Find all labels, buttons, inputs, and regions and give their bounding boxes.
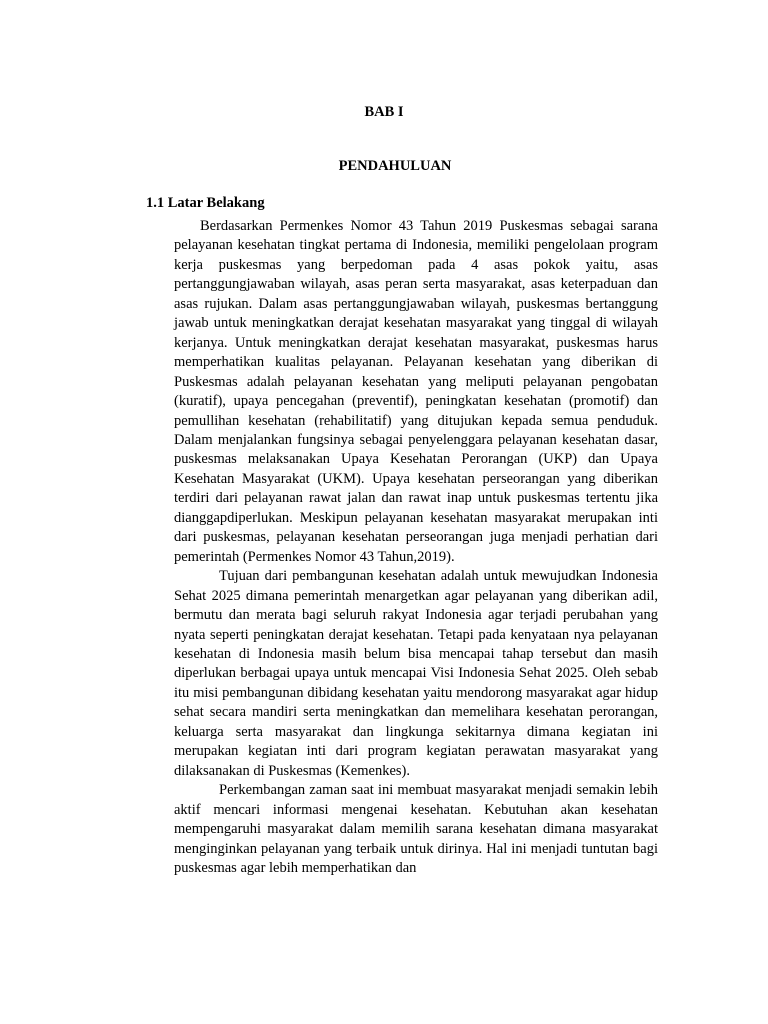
paragraph: Berdasarkan Permenkes Nomor 43 Tahun 2019 Puskesmas sebagai sarana pelayanan kesehatan tingkat pertama di Indonesia, memiliki pengelolaan program kerja puskesmas yang berpedoman pada 4 asas pokok yaitu, asas pertanggungjawaban wilayah, asas peran serta masyarakat, asas keterpaduan dan asas rujukan. Dalam asas pertanggungjawaban wilayah, puskesmas bertanggung jawab untuk meningkatkan derajat kesehatan masyarakat yang tinggal di wilayah kerjanya. Untuk meningkatkan derajat kesehatan masyarakat, puskesmas harus memperhatikan kualitas pelayanan. Pelayanan kesehatan yang diberikan di Puskesmas adalah pelayanan kesehatan yang meliputi pelayanan pengobatan (kuratif), upaya pencegahan (preventif), peningkatan kesehatan (promotif) dan pemullihan kesehatan (rehabilitatif) yang ditujukan kepada semua penduduk. Dalam menjalankan fungsinya sebagai penyelenggara pelayanan kesehatan dasar, puskesmas melaksanakan Upaya Kesehatan Perorangan (UKP) dan Upaya Kesehatan Masyarakat (UKM). Upaya kesehatan perseorangan yang diberikan terdiri dari pelayanan rawat jalan dan rawat inap untuk puskesmas tertentu jika dianggapdiperlukan. Meskipun pelayanan kesehatan masyarakat merupakan inti dari puskesmas, pelayanan kesehatan perseorangan juga menjadi perhatian dari pemerintah (Permenkes Nomor 43 Tahun,2019). <box>174 218 658 565</box>
chapter-number: BAB I <box>364 104 404 120</box>
paragraph: Tujuan dari pembangunan kesehatan adalah untuk mewujudkan Indonesia Sehat 2025 dimana pemerintah menargetkan agar pelayanan yang diberikan adil, bermutu dan merata bagi seluruh rakyat Indonesia agar terjadi perubahan yang nyata seperti peningkatan derajat kesehatan. Tetapi pada kenyataan nya pelayanan kesehatan di Indonesia masih belum bisa mencapai tahap tersebut dan masih diperlukan berbagai upaya untuk mencapai Visi Indonesia Sehat 2025. Oleh sebab itu misi pembangunan dibidang kesehatan yaitu mendorong masyarakat agar hidup sehat secara mandiri serta meningkatkan dan memelihara kesehatan perorangan, keluarga serta masyarakat dan lingkunga sekitarnya dimana kegiatan ini merupakan kegiatan inti dari program kegiatan perawatan masyarakat yang dilaksanakan di Puskesmas (Kemenkes). <box>174 568 658 779</box>
section-heading: 1.1 Latar Belakang <box>146 195 265 211</box>
paragraph: Perkembangan zaman saat ini membuat masyarakat menjadi semakin lebih aktif mencari informasi mengenai kesehatan. Kebutuhan akan kesehatan mempengaruhi masyarakat dalam memilih sarana kesehatan dimana masyarakat menginginkan pelayanan yang terbaik untuk dirinya. Hal ini menjadi tuntutan bagi puskesmas agar lebih memperhatikan dan <box>174 782 658 876</box>
chapter-title: PENDAHULUAN <box>338 158 452 174</box>
body-text <box>174 217 658 878</box>
